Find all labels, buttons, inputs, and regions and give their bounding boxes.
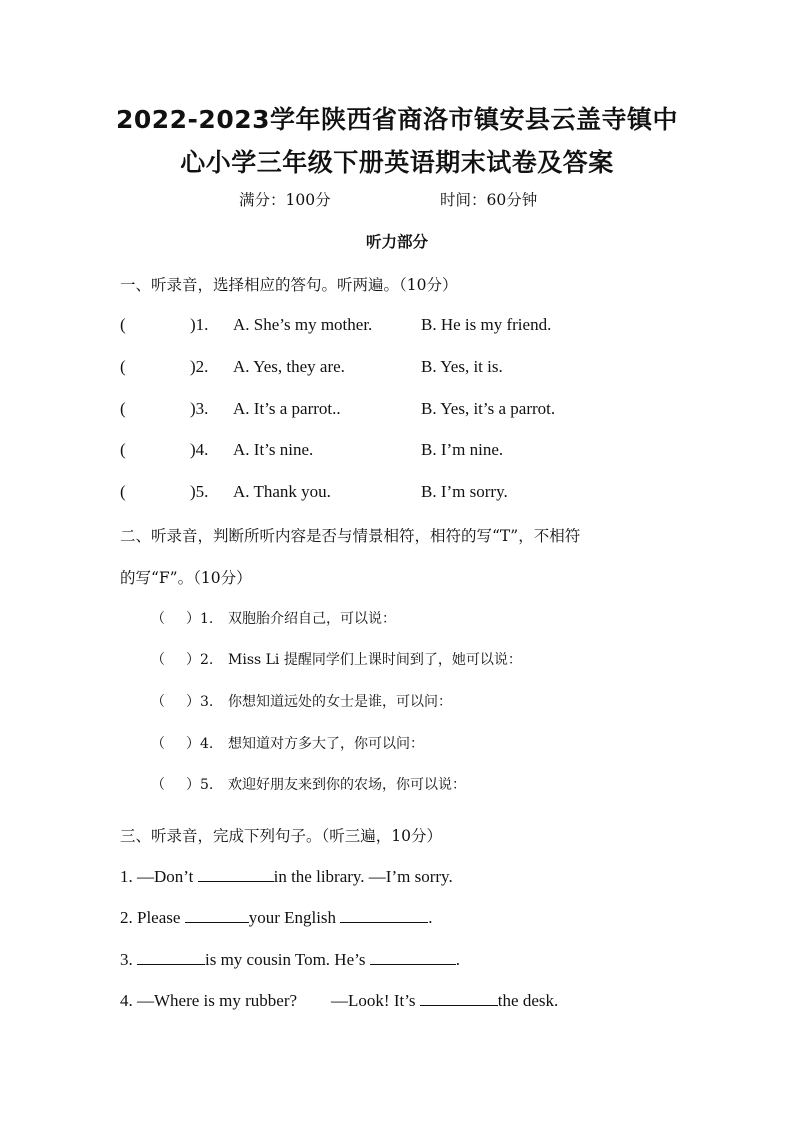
item-text: 想知道对方多大了，你可以问： <box>228 736 424 752</box>
part3-sentence-4 <box>120 991 558 1011</box>
part3-instruction: 三、听录音，完成下列句子。（听三遍，10分） <box>120 827 442 845</box>
sentence-text: in the library. —I’m sorry. <box>273 867 453 886</box>
option-a: A. She’s my mother. <box>233 315 373 334</box>
sentence-text: . <box>455 950 460 969</box>
question-number: )3. <box>190 399 209 418</box>
option-a: A. Thank you. <box>233 482 331 501</box>
question-number: )5. <box>190 482 209 501</box>
exam-title-line-1: 2022-2023学年陕西省商洛市镇安县云盖寺镇中 <box>115 105 679 134</box>
exam-time: 时间：60分钟 <box>440 191 538 209</box>
item-text: 双胞胎介绍自己，可以说： <box>228 611 396 627</box>
answer-paren-open: ( <box>120 315 126 334</box>
sentence-text: . <box>428 908 433 927</box>
option-a: A. It’s nine. <box>233 440 314 459</box>
exam-title-line-2: 心小学三年级下册英语期末试卷及答案 <box>180 148 614 177</box>
answer-blank[interactable] <box>185 908 249 923</box>
option-b: B. I’m nine. <box>421 440 504 459</box>
answer-paren-open: （ <box>151 652 165 668</box>
answer-paren-open: ( <box>120 440 126 459</box>
answer-paren-open: （ <box>151 694 165 710</box>
sentence-text: your English <box>248 908 341 927</box>
option-a: A. Yes, they are. <box>233 357 345 376</box>
item-text: 欢迎好朋友来到你的农场，你可以说： <box>228 777 466 793</box>
sentence-text: the desk. <box>497 991 559 1010</box>
option-b: B. I’m sorry. <box>421 482 508 501</box>
listening-section-heading: 听力部分 <box>365 233 428 251</box>
part3-sentence-3 <box>120 950 460 970</box>
item-number: ）1. <box>186 611 214 627</box>
sentence-text: 1. —Don’t <box>120 867 198 886</box>
part2-instruction-line-2: 的写“F”。（10分） <box>120 569 252 587</box>
answer-blank[interactable] <box>340 908 428 923</box>
answer-blank[interactable] <box>420 991 498 1006</box>
part2-instruction-line-1: 二、听录音，判断所听内容是否与情景相符，相符的写“T”，不相符 <box>120 527 581 545</box>
option-a: A. It’s a parrot.. <box>233 399 341 418</box>
part3-sentence-1 <box>120 867 453 887</box>
option-b: B. He is my friend. <box>421 315 552 334</box>
item-number: ）2. <box>186 652 214 668</box>
sentence-text: 4. —Where is my rubber? —Look! It’s <box>120 991 420 1010</box>
answer-paren-open: ( <box>120 399 126 418</box>
item-number: ）3. <box>186 694 214 710</box>
item-text: 你想知道远处的女士是谁，可以问： <box>228 694 452 710</box>
option-b: B. Yes, it’s a parrot. <box>421 399 556 418</box>
sentence-text: is my cousin Tom. He’s <box>205 950 370 969</box>
sentence-text: 2. Please <box>120 908 185 927</box>
option-b: B. Yes, it is. <box>421 357 503 376</box>
answer-blank[interactable] <box>198 867 274 882</box>
answer-paren-open: （ <box>151 777 165 793</box>
answer-paren-open: （ <box>151 611 165 627</box>
answer-paren-open: ( <box>120 357 126 376</box>
answer-paren-open: ( <box>120 482 126 501</box>
sentence-text: 3. <box>120 950 137 969</box>
item-text: Miss Li 提醒同学们上课时间到了，她可以说： <box>228 652 522 668</box>
full-score: 满分：100分 <box>239 191 331 209</box>
answer-blank[interactable] <box>137 950 205 965</box>
answer-paren-open: （ <box>151 736 165 752</box>
question-number: )2. <box>190 357 209 376</box>
part1-instruction: 一、听录音，选择相应的答句。听两遍。（10分） <box>120 276 458 294</box>
item-number: ）4. <box>186 736 214 752</box>
answer-blank[interactable] <box>370 950 456 965</box>
question-number: )4. <box>190 440 209 459</box>
part3-sentence-2 <box>120 908 433 928</box>
question-number: )1. <box>190 315 209 334</box>
item-number: ）5. <box>186 777 214 793</box>
